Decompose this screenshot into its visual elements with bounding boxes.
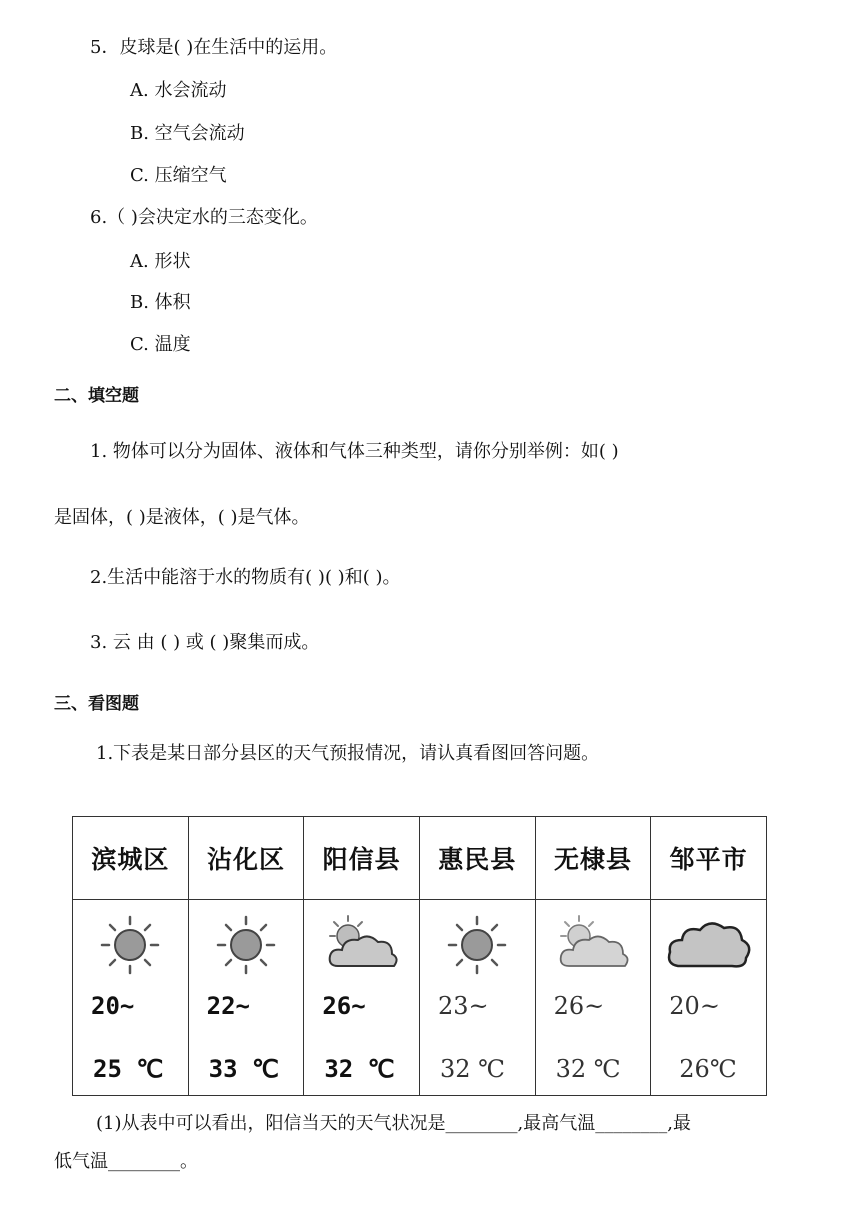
question-6-option-b: B. 体积 — [130, 292, 191, 313]
table-weather-row — [73, 900, 767, 1096]
question-6-stem: 6.（ )会决定水的三态变化。 — [90, 207, 318, 228]
question-5-option-c: C. 压缩空气 — [130, 165, 227, 186]
weather-cell — [535, 900, 651, 1096]
sub-question-1-line-2: 低气温________。 — [54, 1151, 198, 1172]
high-temperature: 32 ℃ — [555, 1055, 621, 1083]
fill-question-2: 2.生活中能溶于水的物质有( )( )和( )。 — [90, 567, 401, 588]
sub-question-1-line-1: (1)从表中可以看出，阳信当天的天气状况是________,最高气温________,最 — [96, 1113, 691, 1134]
region-name: 无棣县 — [535, 817, 651, 900]
sun-icon — [420, 910, 535, 980]
low-temperature: 26~ — [322, 992, 366, 1020]
sun-icon — [73, 910, 188, 980]
sun-icon — [189, 910, 304, 980]
weather-cell — [188, 900, 304, 1096]
high-temperature: 26℃ — [679, 1055, 737, 1083]
high-temperature: 33 ℃ — [208, 1055, 279, 1083]
question-6-option-c: C. 温度 — [130, 334, 191, 355]
low-temperature: 22~ — [206, 992, 251, 1020]
picture-question-1: 1.下表是某日部分县区的天气预报情况，请认真看图回答问题。 — [96, 743, 600, 764]
table-header-row — [73, 817, 767, 900]
region-name: 邹平市 — [651, 817, 767, 900]
high-temperature: 25 ℃ — [93, 1055, 164, 1083]
fill-question-1-line-1: 1. 物体可以分为固体、液体和气体三种类型，请你分别举例：如( ) — [90, 441, 619, 462]
region-name: 惠民县 — [419, 817, 535, 900]
section-3-heading: 三、看图题 — [54, 694, 139, 714]
question-5-option-a: A. 水会流动 — [130, 80, 227, 101]
region-name: 沾化区 — [188, 817, 304, 900]
weather-cell — [651, 900, 767, 1096]
section-2-heading: 二、填空题 — [54, 386, 139, 406]
partly-cloudy-icon — [304, 910, 419, 980]
low-temperature: 20~ — [669, 992, 720, 1020]
high-temperature: 32 ℃ — [324, 1055, 395, 1083]
region-name: 滨城区 — [73, 817, 189, 900]
cloud-icon — [651, 910, 766, 980]
question-6-option-a: A. 形状 — [130, 251, 191, 272]
low-temperature: 26~ — [553, 992, 605, 1020]
low-temperature: 20~ — [91, 992, 135, 1020]
partly-cloudy-icon — [536, 910, 651, 980]
high-temperature: 32 ℃ — [439, 1055, 505, 1083]
weather-cell — [419, 900, 535, 1096]
weather-cell — [304, 900, 420, 1096]
question-5-stem: 5．皮球是( )在生活中的运用。 — [90, 37, 338, 58]
fill-question-1-line-2: 是固体，( )是液体，( )是气体。 — [54, 507, 310, 528]
question-5-option-b: B. 空气会流动 — [130, 123, 245, 144]
fill-question-3: 3. 云 由 ( ) 或 ( )聚集而成。 — [90, 632, 320, 653]
weather-forecast-table — [72, 816, 767, 1096]
low-temperature: 23~ — [437, 992, 489, 1020]
region-name: 阳信县 — [304, 817, 420, 900]
weather-cell — [73, 900, 189, 1096]
